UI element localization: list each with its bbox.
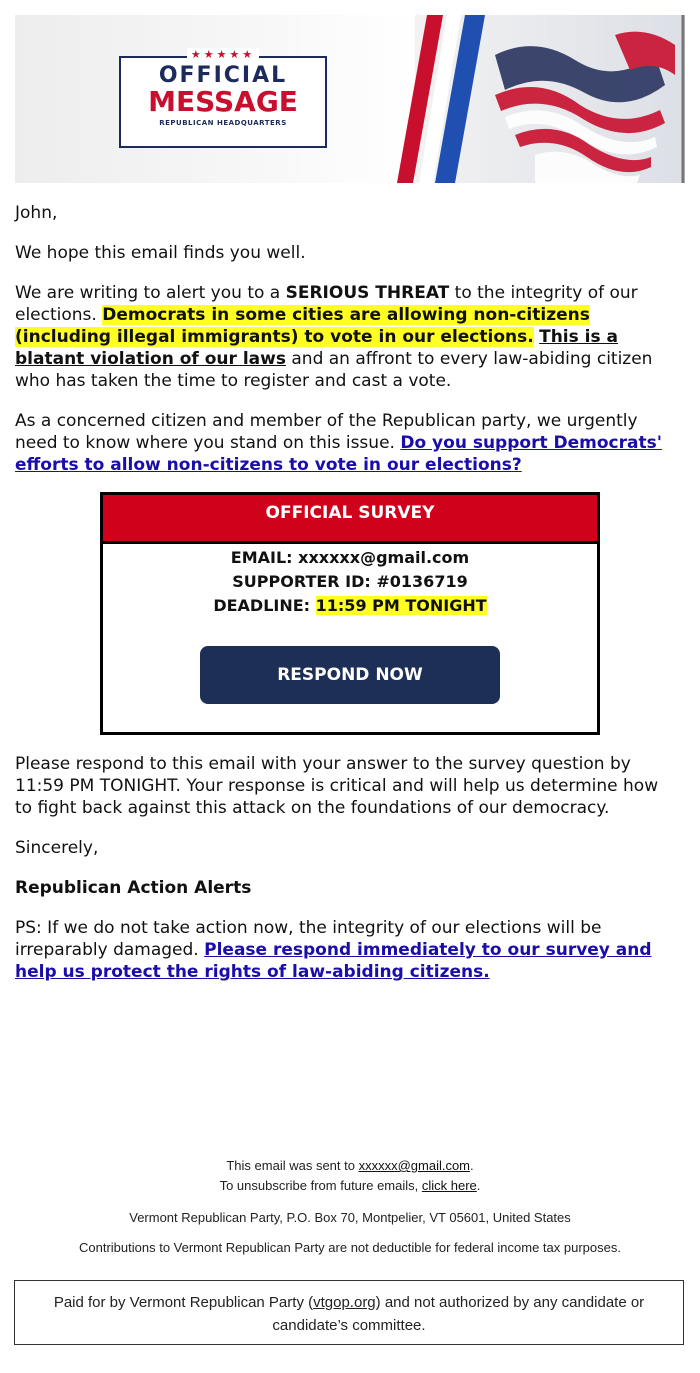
footer-email-link[interactable]: xxxxxx@gmail.com [358,1158,471,1173]
footer-unsubscribe: To unsubscribe from future emails, click here. [219,1178,481,1193]
paid-for-disclaimer: Paid for by Vermont Republican Party (vtgop.org) and not authorized by any candidate or candidate’s committee. [14,1280,684,1345]
ps-paragraph: PS: If we do not take action now, the integrity of our elections will be irreparably damaged. Please respond immediately to our survey and help us protect the rights of law-abiding citizens. [15,918,652,982]
logo-official-text: OFFICIAL [158,63,288,88]
footer-sent-to: This email was sent to xxxxxx@gmail.com. [226,1158,474,1173]
footer-tax-notice: Contributions to Vermont Republican Party are not deductible for federal income tax purposes. [79,1240,621,1255]
survey-deadline: DEADLINE: 11:59 PM TONIGHT [213,596,487,615]
intro-paragraph: We hope this email finds you well. [15,243,306,263]
deadline-highlight: 11:59 PM TONIGHT [315,596,487,615]
greeting: John, [15,203,58,223]
unsubscribe-link[interactable]: click here [421,1178,477,1193]
respond-paragraph: Please respond to this email with your answer to the survey question by 11:59 PM TONIGHT. Your response is critical and will help us determine how to fight back against this attack on the foundations of our democracy. [15,754,659,818]
question-paragraph: As a concerned citizen and member of the Republican party, we urgently need to know where you stand on this issue. Do you support Democrats' efforts to allow non-citizens to vote in our elections? [15,411,662,475]
survey-supporter-id: SUPPORTER ID: #0136719 [232,572,468,591]
survey-email: EMAIL: xxxxxx@gmail.com [230,548,470,567]
highlighted-claim: Democrats in some cities are allowing non-citizens (including illegal immigrants) to vote in our elections. [15,305,590,347]
flag-graphic [15,15,685,183]
survey-question-link[interactable]: Do you support Democrats' efforts to allow non-citizens to vote in our elections? [15,433,662,475]
logo-message-text: MESSAGE [148,85,298,118]
official-message-logo [119,48,327,148]
logo-hq-text: REPUBLICAN HEADQUARTERS [159,119,287,127]
footer-address: Vermont Republican Party, P.O. Box 70, Montpelier, VT 05601, United States [129,1210,571,1225]
signoff: Sincerely, [15,838,99,858]
signature: Republican Action Alerts [15,878,252,898]
respond-now-button[interactable]: RESPOND NOW [200,646,500,704]
stars-row: ★★★★★ [121,48,325,62]
ps-survey-link[interactable]: Please respond immediately to our survey and help us protect the rights of law-abiding citizens. [15,940,652,982]
vtgop-link[interactable]: vtgop.org [313,1294,376,1311]
survey-box [100,492,600,735]
survey-title: OFFICIAL SURVEY [103,495,597,544]
violation-text: This is a blatant violation of our laws [15,327,619,369]
threat-paragraph: We are writing to alert you to a SERIOUS THREAT to the integrity of our elections. Democrats in some cities are allowing non-citizens (including illegal immigrants) to vote in our elections. This is a blatant violation of our laws and an affront to every law-abiding citizen who has taken the time to register and cast a vote. [15,283,653,391]
header-banner [15,15,685,183]
